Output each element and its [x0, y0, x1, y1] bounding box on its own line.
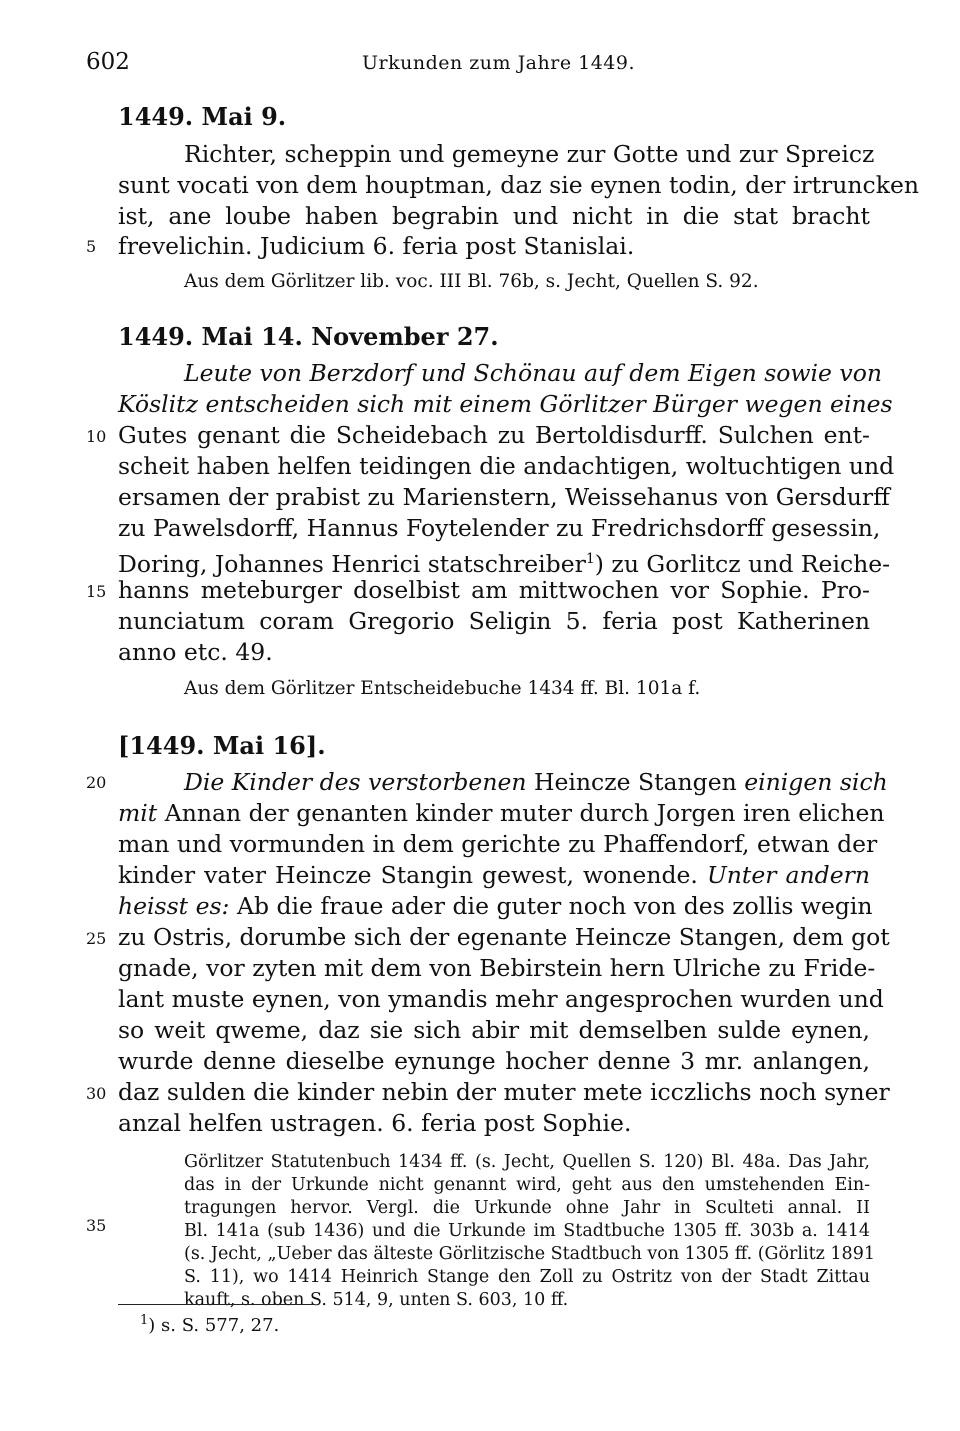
- text-line: Richter, scheppin und gemeyne zur Gotte und zur Spreicz: [184, 140, 875, 168]
- text-line: gnade, vor zyten mit dem von Bebirstein hern Ulriche zu Fride-: [118, 954, 876, 982]
- text-line: frevelichin. Judicium 6. feria post Stanislai.: [118, 232, 635, 260]
- text-line: [118, 860, 870, 891]
- source-note-line: kauft, s. oben S. 514, 9, unten S. 603, 10 ff.: [184, 1290, 569, 1310]
- text-line: [118, 798, 885, 829]
- text-line-content: Ab die fraue ader die guter noch von des zollis wegin: [236, 892, 873, 920]
- source-note-line: (s. Jecht, „Ueber das älteste Görlitzische Stadtbuch von 1305 ff. (Görlitz 1891: [184, 1244, 875, 1264]
- line-number: 25: [86, 929, 107, 948]
- summary-text: Unter andern: [706, 861, 870, 889]
- text-line: [184, 358, 882, 389]
- text-line-content: Heincze Stangen: [534, 768, 737, 796]
- source-note: Aus dem Görlitzer lib. voc. III Bl. 76b, s. Jecht, Quellen S. 92.: [184, 271, 759, 292]
- text-line: man und vormunden in dem gerichte zu Phaffendorf, etwan der: [118, 830, 878, 858]
- text-line: lant muste eynen, von ymandis mehr angesprochen wurden und: [118, 985, 884, 1013]
- summary-text: heisst es:: [118, 892, 230, 920]
- text-line-content: Annan der genanten kinder muter durch Jorgen iren elichen: [164, 799, 885, 827]
- source-note-line: tragungen hervor. Vergl. die Urkunde ohne Jahr in Sculteti annal. II: [184, 1198, 870, 1218]
- text-line: anzal helfen ustragen. 6. feria post Sophie.: [118, 1109, 632, 1137]
- text-line: [118, 389, 893, 420]
- footnote-mark: 1: [140, 1313, 149, 1328]
- text-line: [118, 891, 873, 922]
- page-number: 602: [86, 49, 130, 75]
- text-line-content: ) zu Gorlitcz und Reiche-: [594, 549, 891, 578]
- text-line: [118, 420, 870, 451]
- section-heading: 1449. Mai 9.: [118, 102, 287, 131]
- text-line-content: Doring, Johannes Henrici statschreiber: [118, 549, 586, 578]
- summary-text: Die Kinder des verstorbenen: [184, 768, 527, 796]
- summary-text: einigen sich: [744, 768, 888, 796]
- source-note: Aus dem Görlitzer Entscheidebuche 1434 ff. Bl. 101a f.: [184, 678, 701, 699]
- text-line: zu Ostris, dorumbe sich der egenante Heincze Stangen, dem got: [118, 923, 890, 951]
- line-number: 15: [86, 582, 107, 601]
- text-line: scheit haben helfen teidingen die andachtigen, woltuchtigen und: [118, 452, 895, 480]
- text-line: wurde denne dieselbe eynunge hocher denne 3 mr. anlangen,: [118, 1047, 870, 1075]
- text-line: ersamen der prabist zu Marienstern, Weissehanus von Gersdurff: [118, 483, 890, 511]
- text-line: hanns meteburger doselbist am mittwochen vor Sophie. Pro-: [118, 576, 870, 604]
- text-line-content: Gutes genant die Scheidebach zu Bertoldisdurff. Sulchen ent-: [118, 421, 870, 449]
- source-note-line: Görlitzer Statutenbuch 1434 ff. (s. Jecht, Quellen S. 120) Bl. 48a. Das Jahr,: [184, 1152, 870, 1172]
- text-line: zu Pawelsdorff, Hannus Foytelender zu Fredrichsdorff gesessin,: [118, 514, 881, 542]
- running-head: Urkunden zum Jahre 1449.: [362, 52, 636, 74]
- text-line: [184, 767, 888, 798]
- source-note-line: Bl. 141a (sub 1436) und die Urkunde im Stadtbuche 1305 ff. 303b a. 1414: [184, 1221, 870, 1241]
- section-heading: 1449. Mai 14. November 27.: [118, 322, 499, 351]
- text-line: nunciatum coram Gregorio Seligin 5. feria post Katherinen: [118, 607, 870, 635]
- text-line: sunt vocati von dem houptman, daz sie eynen todin, der irtruncken: [118, 171, 919, 199]
- line-number: 10: [86, 427, 107, 446]
- line-number: 20: [86, 773, 107, 792]
- section-heading: [1449. Mai 16].: [118, 731, 326, 760]
- line-number: 30: [86, 1084, 107, 1103]
- text-line-content: kinder vater Heincze Stangin gewest, wonende.: [118, 861, 698, 889]
- source-note-line: S. 11), wo 1414 Heinrich Stange den Zoll zu Ostritz von der Stadt Zittau: [184, 1267, 870, 1287]
- footnote-ref: 1: [585, 551, 595, 567]
- text-line: ist, ane loube haben begrabin und nicht in die stat bracht: [118, 202, 870, 230]
- footnote: [140, 1313, 279, 1336]
- source-note-line: das in der Urkunde nicht genannt wird, geht aus den umstehenden Ein-: [184, 1175, 870, 1195]
- summary-text: mit: [118, 799, 158, 827]
- footnote-rule: [118, 1304, 314, 1305]
- summary-text: Köslitz entscheiden sich mit einem Görlitzer Bürger wegen eines: [118, 390, 893, 418]
- line-number: 35: [86, 1216, 107, 1235]
- line-number: 5: [86, 237, 97, 256]
- text-line: so weit qweme, daz sie sich abir mit demselben sulde eynen,: [118, 1016, 870, 1044]
- footnote-text: ) s. S. 577, 27.: [148, 1315, 280, 1336]
- text-line: daz sulden die kinder nebin der muter mete icczlichs noch syner: [118, 1078, 890, 1106]
- text-line: anno etc. 49.: [118, 638, 273, 666]
- summary-text: Leute von Berzdorf und Schönau auf dem Eigen sowie von: [184, 359, 882, 387]
